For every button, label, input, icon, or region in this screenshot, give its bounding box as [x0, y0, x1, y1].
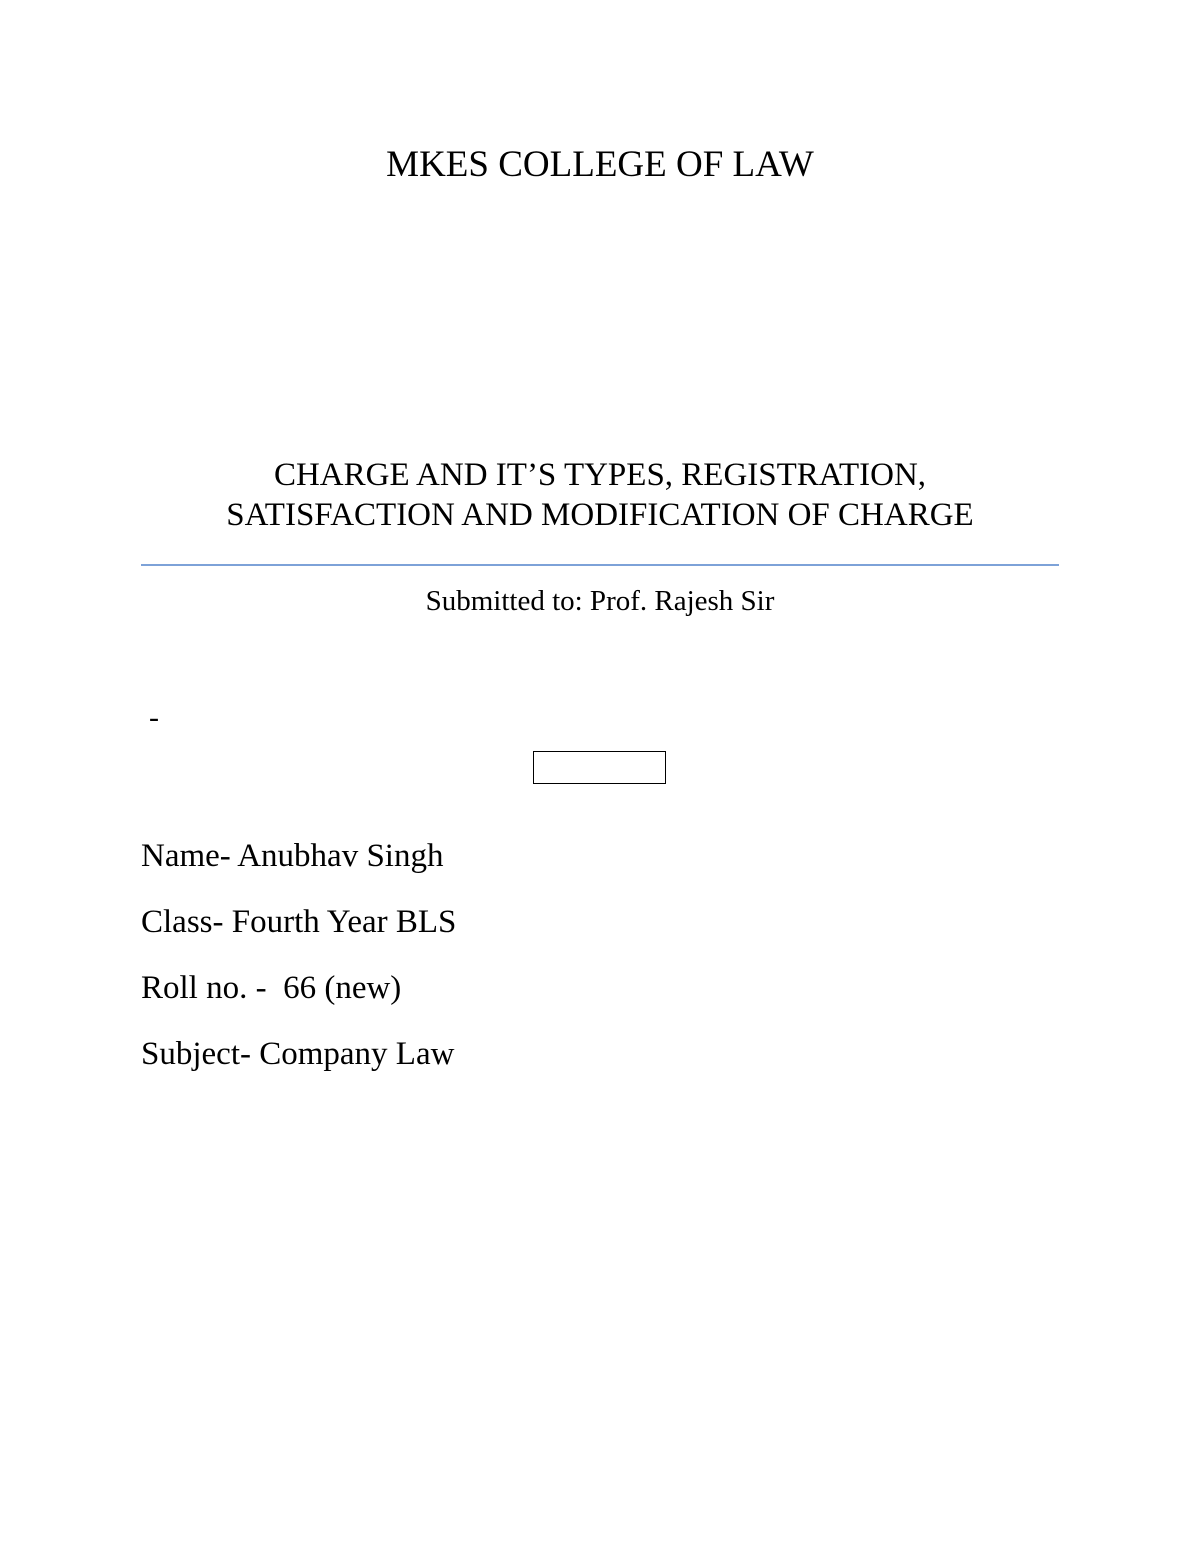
submitted-to: Submitted to: Prof. Rajesh Sir [425, 585, 775, 617]
student-class: Class- Fourth Year BLS [141, 904, 457, 940]
title-line-2: SATISFACTION AND MODIFICATION OF CHARGE [226, 497, 974, 533]
student-roll-number: Roll no. - 66 (new) [141, 970, 402, 1006]
title-divider [141, 564, 1059, 566]
college-name: MKES COLLEGE OF LAW [386, 144, 814, 185]
title-line-1: CHARGE AND IT’S TYPES, REGISTRATION, [273, 457, 927, 493]
student-name: Name- Anubhav Singh [141, 838, 444, 874]
stray-dash: - [149, 701, 159, 734]
assignment-title [0, 455, 1200, 535]
student-subject: Subject- Company Law [141, 1036, 455, 1072]
empty-text-box [533, 751, 666, 784]
